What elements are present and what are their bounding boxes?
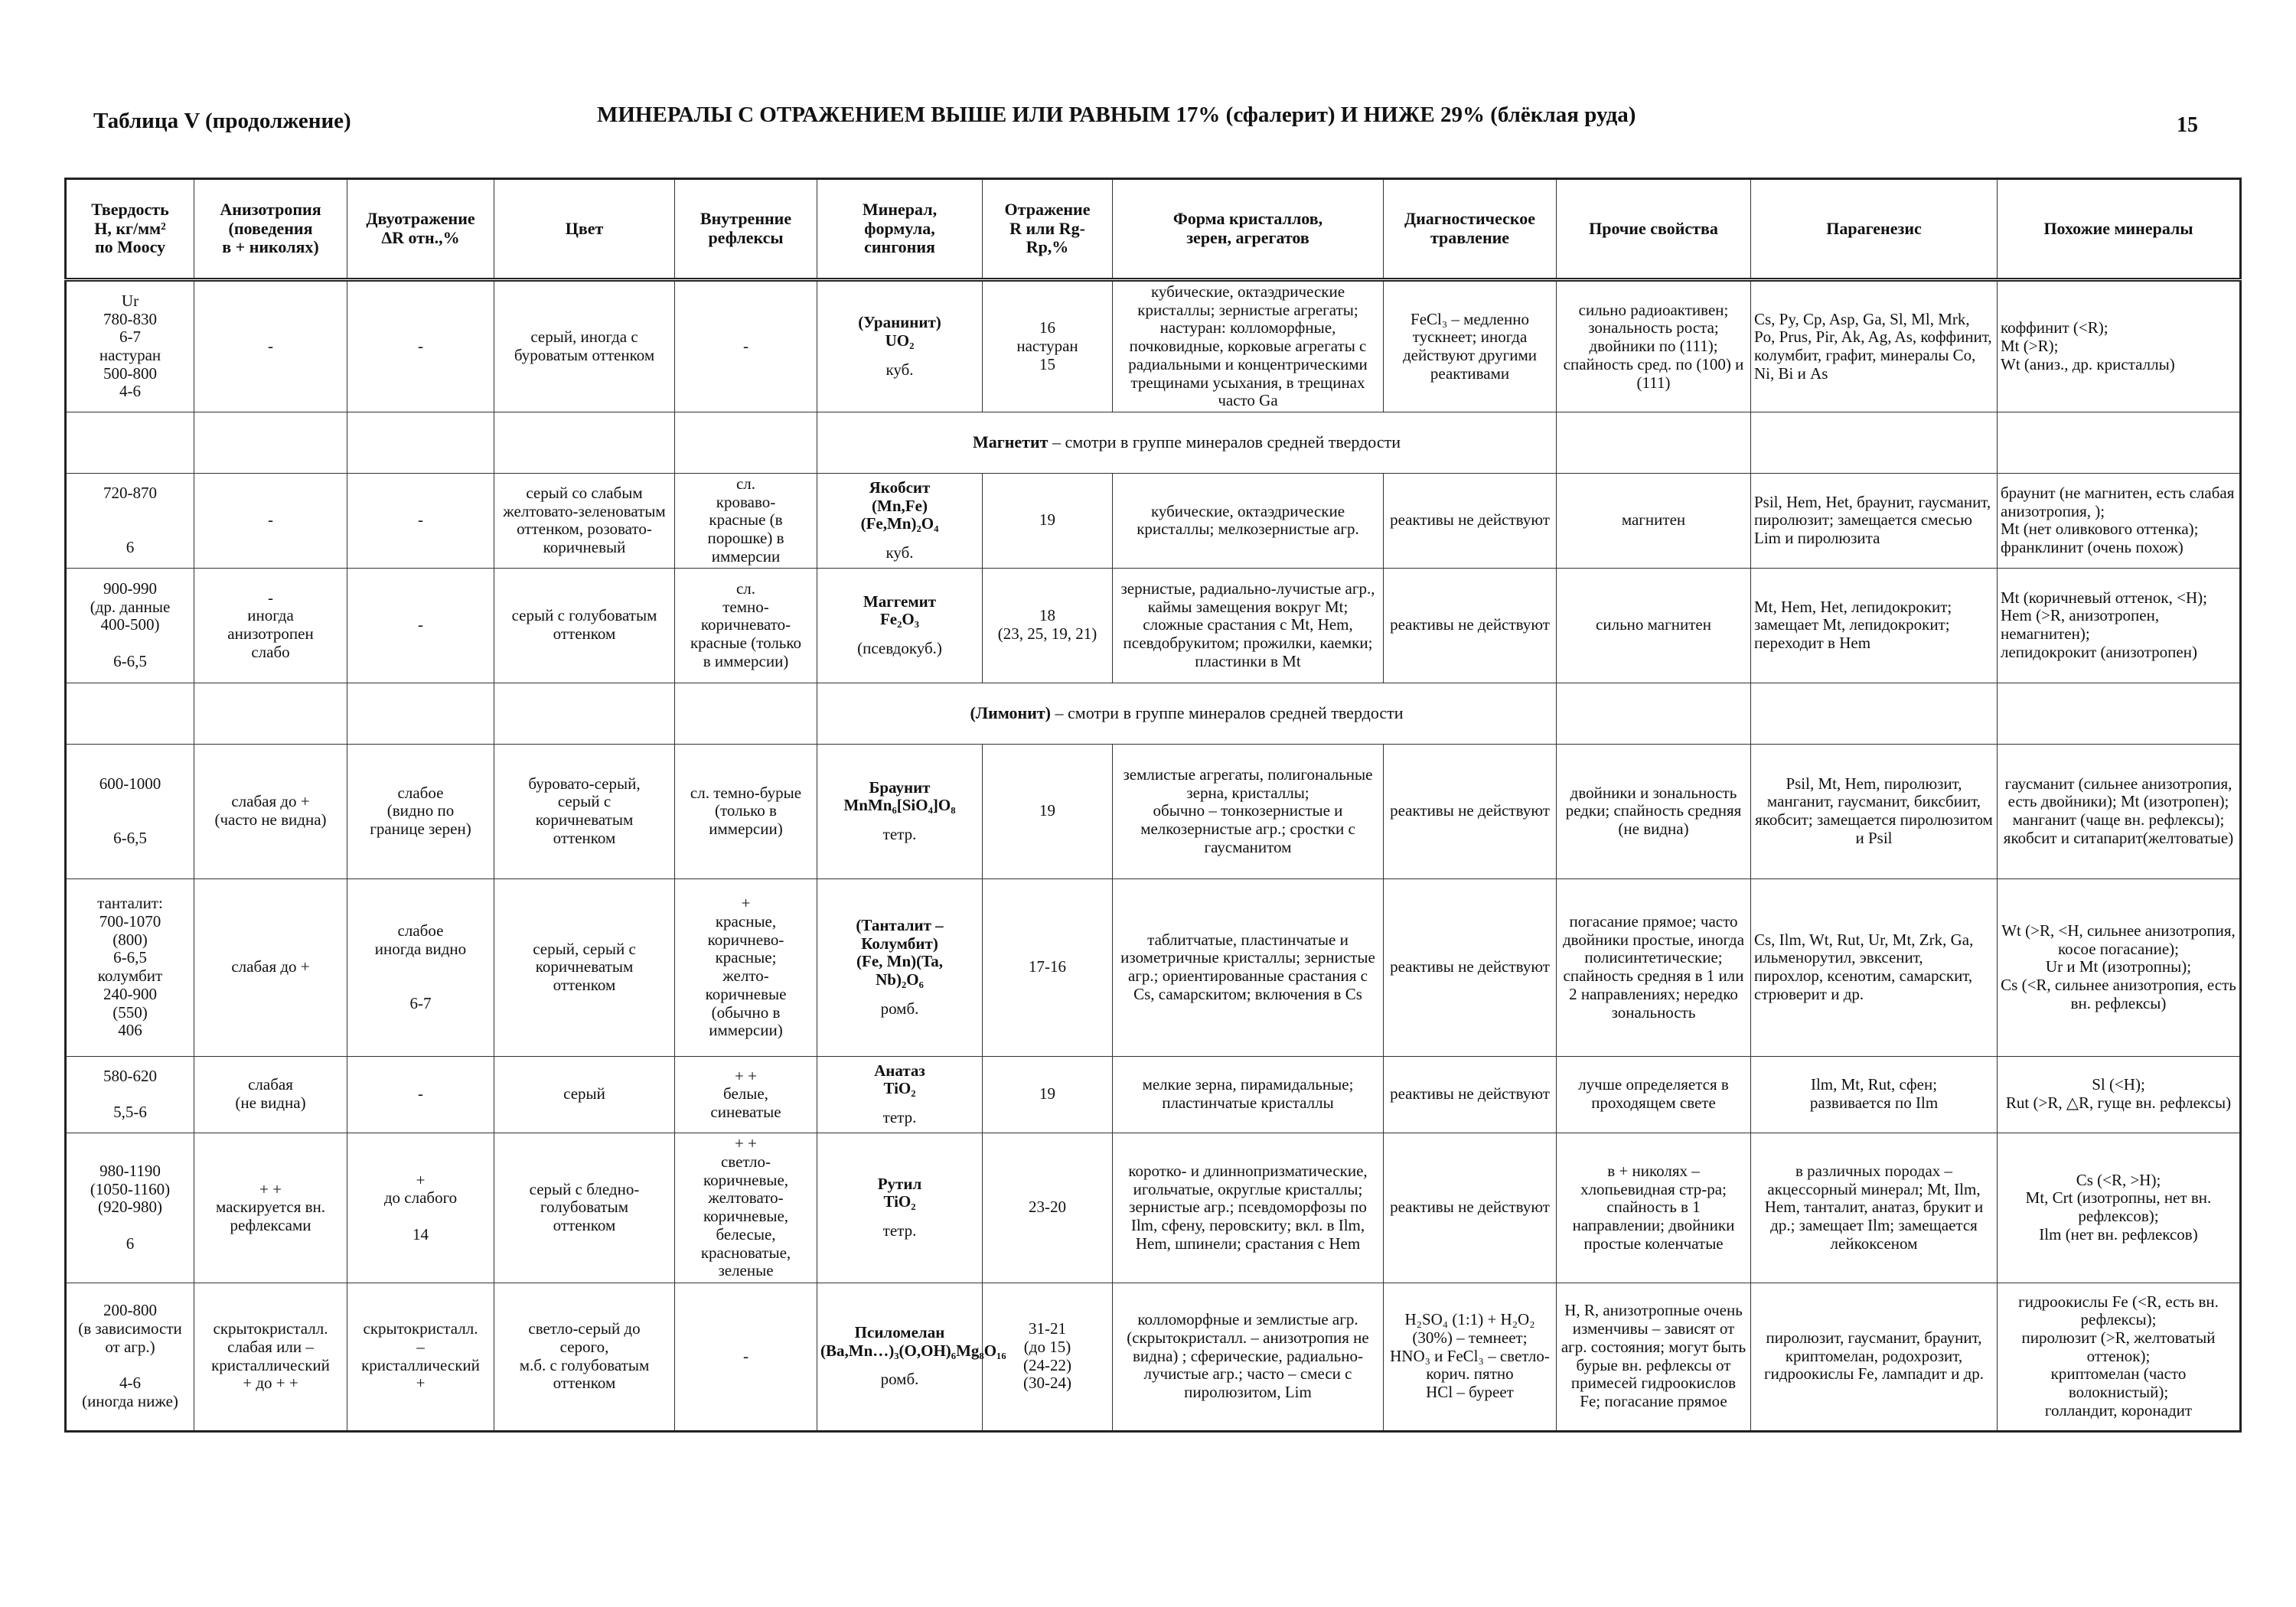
cell-anisotropy: - [194,280,347,412]
mineral-syngony: куб. [885,543,914,562]
cell-paragenesis: Psil, Hem, Het, браунит, гаусманит, пиролюзит; замещается смесью Lim и пиролюзита [1751,474,1998,569]
cell-internal-reflections: - [675,1283,817,1431]
col-other-properties: Прочие свойства [1557,179,1751,280]
mineral-formula: TiO₂ [883,1192,916,1211]
cell-mineral [817,280,983,412]
cell-hardness: 980-1190 (1050-1160) (920-980) 6 [66,1133,194,1283]
mineral-syngony: тетр. [882,1107,917,1126]
cell-color: серый, иногда с буроватым оттенком [494,280,675,412]
mineral-formula: UO₂ [885,331,915,350]
mineral-syngony: куб. [885,360,914,379]
mineral-formula: (Fe, Mn)(Ta, Nb)₂O₆ [856,952,943,989]
note-mineral-name: Магнетит [972,432,1049,452]
cell-mineral [817,878,983,1056]
cell-anisotropy: слабая до + [194,878,347,1056]
note-mineral-name: (Лимонит) [970,702,1052,722]
empty-cell [347,412,494,474]
empty-cell [66,683,194,744]
col-crystal-form: Форма кристаллов, зерен, агрегатов [1113,179,1384,280]
mineral-name: Рутил [877,1174,922,1193]
col-bireflectance: Двуотражение ΔR отн.,% [347,179,494,280]
empty-cell [675,412,817,474]
mineral-syngony: ромб. [880,999,919,1018]
note-text: – смотри в группе минералов средней твердости [1051,702,1404,722]
cell-etching: реактивы не действуют [1384,474,1557,569]
cell-internal-reflections: сл. кроваво- красные (в порошке) в иммерсии [675,474,817,569]
cell-etching: реактивы не действуют [1384,744,1557,878]
cell-etching: реактивы не действуют [1384,1133,1557,1283]
mineral-name: Псиломелан [854,1323,945,1342]
cell-color: светло-серый до серого, м.б. с голубоватым оттенком [494,1283,675,1431]
mineral-name: Маггемит [863,592,937,611]
cell-reflectance: 17-16 [983,878,1113,1056]
mineral-name: Якобсит (Mn,Fe) [869,478,931,515]
cell-crystal-form: колломорфные и землистые агр. (скрытокристалл. – анизотропия не видна) ; сферические, радиально-лучистые агр.; часто – смеси с пиролюзитом, Lim [1113,1283,1384,1431]
mineral-row [66,1056,2241,1133]
cell-hardness: 720-870 6 [66,474,194,569]
empty-cell [494,683,675,744]
cell-etching: реактивы не действуют [1384,878,1557,1056]
cell-hardness: 200-800 (в зависимости от агр.) 4-6 (иногда ниже) [66,1283,194,1431]
cell-reflectance: 31-21 (до 15) (24-22) (30-24) [983,1283,1113,1431]
empty-cell [1751,412,1998,474]
cell-reflectance: 18 (23, 25, 19, 21) [983,568,1113,683]
cell-crystal-form: мелкие зерна, пирамидальные; пластинчатые кристаллы [1113,1056,1384,1133]
note-text: – смотри в группе минералов средней твердости [1048,432,1401,452]
cell-color: серый, серый с коричневатым оттенком [494,878,675,1056]
cell-mineral [817,474,983,569]
cell-other-properties: H, R, анизотропные очень изменчивы – зависят от агр. состояния; могут быть бурые вн. рефлексы от примесей гидроокислов Fe; погасание прямое [1557,1283,1751,1431]
mineral-row [66,280,2241,412]
col-mineral: Минерал, формула, сингония [817,179,983,280]
cell-reflectance: 19 [983,744,1113,878]
cell-other-properties: магнитен [1557,474,1751,569]
cell-paragenesis: Ilm, Mt, Rut, сфен; развивается по Ilm [1751,1056,1998,1133]
col-internal-reflections: Внутренние рефлексы [675,179,817,280]
cell-bireflectance: - [347,280,494,412]
cell-internal-reflections: сл. темно-бурые (только в иммерсии) [675,744,817,878]
mineral-name: Анатаз [874,1061,925,1080]
cell-anisotropy: слабая до + (часто не видна) [194,744,347,878]
cell-bireflectance: слабое иногда видно 6-7 [347,878,494,1056]
cell-similar-minerals: гидроокислы Fe (<R, есть вн. рефлексы); пиролюзит (>R, желтоватый оттенок); криптомелан (часто волокнистый); голландит, коронадит [1998,1283,2241,1431]
cell-crystal-form: зернистые, радиально-лучистые агр., каймы замещения вокруг Mt; сложные срастания с Mt, Hem, псевдобрукитом; прожилки, каемки; пластинки в Mt [1113,568,1384,683]
empty-cell [494,412,675,474]
cell-hardness: 600-1000 6-6,5 [66,744,194,878]
cell-paragenesis: Cs, Py, Cp, Asp, Ga, Sl, Ml, Mrk, Po, Prus, Pir, Ak, Ag, As, коффинит, колумбит, графит, минералы Co, Ni, Bi и As [1751,280,1998,412]
empty-cell [1998,683,2241,744]
mineral-formula: MnMn₆[SiO₄]O₈ [843,796,956,815]
cell-similar-minerals: Cs (<R, >H); Mt, Crt (изотропны, нет вн. рефлексов); Ilm (нет вн. рефлексов) [1998,1133,2241,1283]
cell-reflectance: 23-20 [983,1133,1113,1283]
cell-bireflectance: - [347,568,494,683]
note-row [66,683,2241,744]
empty-cell [194,412,347,474]
cell-mineral [817,568,983,683]
empty-cell [1998,412,2241,474]
cell-reflectance: 19 [983,1056,1113,1133]
cell-other-properties: погасание прямое; часто двойники простые, иногда полисинтетические; спайность средняя в 1 или 2 направлениях; нередко зональность [1557,878,1751,1056]
cell-reflectance: 19 [983,474,1113,569]
page-number: 15 [2177,113,2198,137]
cell-crystal-form: кубические, октаэдрические кристаллы; мелкозернистые агр. [1113,474,1384,569]
empty-cell [194,683,347,744]
cell-bireflectance: - [347,474,494,569]
cell-other-properties: в + николях – хлопьевидная стр-ра; спайность в 1 направлении; двойники простые коленчатые [1557,1133,1751,1283]
cell-bireflectance: скрытокристалл. – кристаллический + [347,1283,494,1431]
mineral-syngony: ромб. [880,1370,919,1389]
empty-cell [675,683,817,744]
col-anisotropy: Анизотропия (поведения в + николях) [194,179,347,280]
mineral-syngony: тетр. [882,824,917,843]
mineral-syngony: тетр. [882,1221,917,1240]
note-row [66,412,2241,474]
cell-etching: реактивы не действуют [1384,1056,1557,1133]
cell-bireflectance: - [347,1056,494,1133]
cell-etching: H₂SO₄ (1:1) + H₂O₂ (30%) – темнеет; HNO₃ и FeCl₃ – светло-корич. пятно HCl – буреет [1384,1283,1557,1431]
mineral-row [66,878,2241,1056]
mineral-row [66,474,2241,569]
cell-mineral [817,1056,983,1133]
cell-similar-minerals: гаусманит (сильнее анизотропия, есть двойники); Mt (изотропен); манганит (чаще вн. рефлексы); якобсит и ситапарит(желтоватые) [1998,744,2241,878]
cell-mineral [817,744,983,878]
cell-anisotropy: + + маскируется вн. рефлексами [194,1133,347,1283]
cell-paragenesis: Cs, Ilm, Wt, Rut, Ur, Mt, Zrk, Ga, ильменорутил, эвксенит, пирохлор, ксенотим, самарскит, стрюверит и др. [1751,878,1998,1056]
mineral-row [66,1283,2241,1431]
note-cell [817,683,1557,744]
cell-internal-reflections: сл. темно- коричневато- красные (только в иммерсии) [675,568,817,683]
cell-bireflectance: слабое (видно по границе зерен) [347,744,494,878]
cell-paragenesis: Mt, Hem, Het, лепидокрокит; замещает Mt, лепидокрокит; переходит в Hem [1751,568,1998,683]
cell-internal-reflections: - [675,280,817,412]
cell-hardness: Ur 780-830 6-7 настуран 500-800 4-6 [66,280,194,412]
cell-anisotropy: - иногда анизотропен слабо [194,568,347,683]
minerals-table [64,178,2242,1433]
cell-etching: реактивы не действуют [1384,568,1557,683]
cell-anisotropy: - [194,474,347,569]
col-paragenesis: Парагенезис [1751,179,1998,280]
empty-cell [1751,683,1998,744]
cell-anisotropy: скрытокристалл. слабая или – кристаллический + до + + [194,1283,347,1431]
mineral-row [66,568,2241,683]
cell-paragenesis: пиролюзит, гаусманит, браунит, криптомелан, родохрозит, гидроокислы Fe, лампадит и др. [1751,1283,1998,1431]
cell-crystal-form: таблитчатые, пластинчатые и изометричные кристаллы; зернистые агр.; ориентированные срастания с Cs, самарскитом; включения в Cs [1113,878,1384,1056]
cell-mineral [817,1283,1006,1431]
cell-internal-reflections: + + белые, синеватые [675,1056,817,1133]
cell-hardness: 580-620 5,5-6 [66,1056,194,1133]
table-label: Таблица V (продолжение) [93,109,351,133]
cell-bireflectance: + до слабого 14 [347,1133,494,1283]
col-hardness: Твердость H, кг/мм² по Моосу [66,179,194,280]
cell-color: серый с голубоватым оттенком [494,568,675,683]
cell-similar-minerals: Sl (<H); Rut (>R, △R, гуще вн. рефлексы) [1998,1056,2241,1133]
cell-similar-minerals: Wt (>R, <H, сильнее анизотропия, косое погасание); Ur и Mt (изотропны); Cs (<R, сильнее анизотропия, есть вн. рефлексы) [1998,878,2241,1056]
cell-other-properties: двойники и зональность редки; спайность средняя (не видна) [1557,744,1751,878]
page-title: МИНЕРАЛЫ С ОТРАЖЕНИЕМ ВЫШЕ ИЛИ РАВНЫМ 17% (сфалерит) И НИЖЕ 29% (блёклая руда) [597,103,1636,127]
cell-similar-minerals: Mt (коричневый оттенок, <H); Hem (>R, анизотропен, немагнитен); лепидокрокит (анизотропен) [1998,568,2241,683]
cell-similar-minerals: браунит (не магнитен, есть слабая анизотропия, ); Mt (нет оливкового оттенка); франклинит (очень похож) [1998,474,2241,569]
cell-internal-reflections: + + светло- коричневые, желтовато- коричневые, белесые, красноватые, зеленые [675,1133,817,1283]
col-reflectance: Отражение R или Rg- Rp,% [983,179,1113,280]
cell-mineral [817,1133,983,1283]
col-color: Цвет [494,179,675,280]
cell-paragenesis: в различных породах – акцессорный минерал; Mt, Ilm, Hem, танталит, анатаз, брукит и др.; замещает Ilm; замещается лейкоксеном [1751,1133,1998,1283]
cell-similar-minerals: коффинит (<R); Mt (>R); Wt (аниз., др. кристаллы) [1998,280,2241,412]
empty-cell [1557,412,1751,474]
cell-color: серый со слабым желтовато-зеленоватым оттенком, розовато-коричневый [494,474,675,569]
mineral-formula: (Ba,Mn…)₃(O,OH)₆Mg₈O₁₆ [820,1341,1006,1360]
mineral-name: (Танталит – Колумбит) [856,915,944,953]
cell-crystal-form: кубические, октаэдрические кристаллы; зернистые агрегаты; настуран: колломорфные, почковидные, корковые агрегаты с радиальными и концентрическими трещинами усыхания, в трещинах часто Ga [1113,280,1384,412]
cell-hardness: 900-990 (др. данные 400-500) 6-6,5 [66,568,194,683]
cell-other-properties: сильно радиоактивен; зональность роста; двойники по (111); спайность сред. по (100) и (111) [1557,280,1751,412]
cell-etching: FeCl₃ – медленно тускнеет; иногда действуют другими реактивами [1384,280,1557,412]
mineral-formula: Fe₂O₃ [879,610,920,629]
cell-hardness: танталит: 700-1070 (800) 6-6,5 колумбит 240-900 (550) 406 [66,878,194,1056]
mineral-row [66,744,2241,878]
empty-cell [66,412,194,474]
mineral-name: Браунит [869,777,931,797]
col-similar-minerals: Похожие минералы [1998,179,2241,280]
mineral-formula: TiO₂ [883,1079,916,1098]
cell-color: буровато-серый, серый с коричневатым оттенком [494,744,675,878]
cell-crystal-form: коротко- и длиннопризматические, игольчатые, округлые кристаллы; зернистые агр.; псевдоморфозы по Ilm, сфену, перовскиту; вкл. в Ilm, Hem, шпинели; срастания с Hem [1113,1133,1384,1283]
mineral-name: (Уранинит) [858,313,941,332]
cell-color: серый [494,1056,675,1133]
cell-other-properties: сильно магнитен [1557,568,1751,683]
table-header-row [66,179,2241,280]
cell-crystal-form: землистые агрегаты, полигональные зерна, кристаллы; обычно – тонкозернистые и мелкозернистые агр.; сростки с гаусманитом [1113,744,1384,878]
cell-other-properties: лучше определяется в проходящем свете [1557,1056,1751,1133]
cell-reflectance: 16 настуран 15 [983,280,1113,412]
mineral-syngony: (псевдокуб.) [857,638,942,657]
note-cell [817,412,1557,474]
cell-internal-reflections: + красные, коричнево- красные; желто- коричневые (обычно в иммерсии) [675,878,817,1056]
cell-color: серый с бледно- голубоватым оттенком [494,1133,675,1283]
mineral-formula: (Fe,Mn)₂O₄ [860,514,939,533]
empty-cell [1557,683,1751,744]
cell-paragenesis: Psil, Mt, Hem, пиролюзит, манганит, гаусманит, биксбиит, якобсит; замещается пиролюзитом и Psil [1751,744,1998,878]
mineral-row [66,1133,2241,1283]
col-etching: Диагностическое травление [1384,179,1557,280]
cell-anisotropy: слабая (не видна) [194,1056,347,1133]
empty-cell [347,683,494,744]
